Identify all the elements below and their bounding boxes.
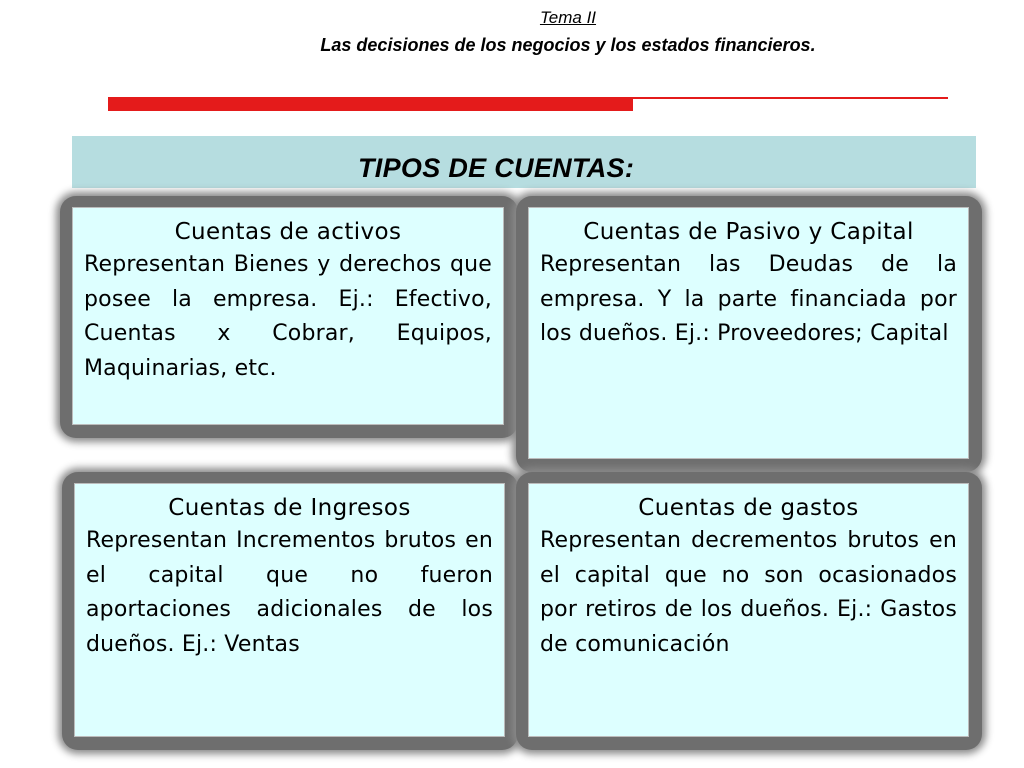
- card-title: Cuentas de Pasivo y Capital: [583, 219, 914, 245]
- card-title: Cuentas de activos: [174, 219, 402, 245]
- card-gastos: [528, 483, 969, 737]
- red-divider-thin: [633, 97, 948, 99]
- card-text: Representan Incrementos brutos en el capital que no fueron aportaciones adicionales de los dueños. Ej.: Ventas: [86, 528, 493, 657]
- card-ingresos: [74, 483, 505, 737]
- header-title: Las decisiones de los negocios y los estados financieros.: [320, 35, 816, 55]
- section-title: TIPOS DE CUENTAS:: [358, 153, 635, 183]
- card-title: Cuentas de Ingresos: [168, 495, 411, 521]
- card-text: Representan Bienes y derechos que posee la empresa. Ej.: Efectivo, Cuentas x Cobrar, Equipos, Maquinarias, etc.: [84, 252, 492, 381]
- card-pasivo-capital: [528, 207, 969, 459]
- header-topic: Tema II: [539, 8, 597, 27]
- card-text: Representan decrementos brutos en el capital que no son ocasionados por retiros de los dueños. Ej.: Gastos de comunicación: [540, 528, 957, 657]
- card-text: Representan las Deudas de la empresa. Y la parte financiada por los dueños. Ej.: Proveedores; Capital: [540, 252, 957, 346]
- card-title: Cuentas de gastos: [638, 495, 859, 521]
- red-divider-thick: [108, 97, 633, 111]
- card-activos: [72, 207, 504, 425]
